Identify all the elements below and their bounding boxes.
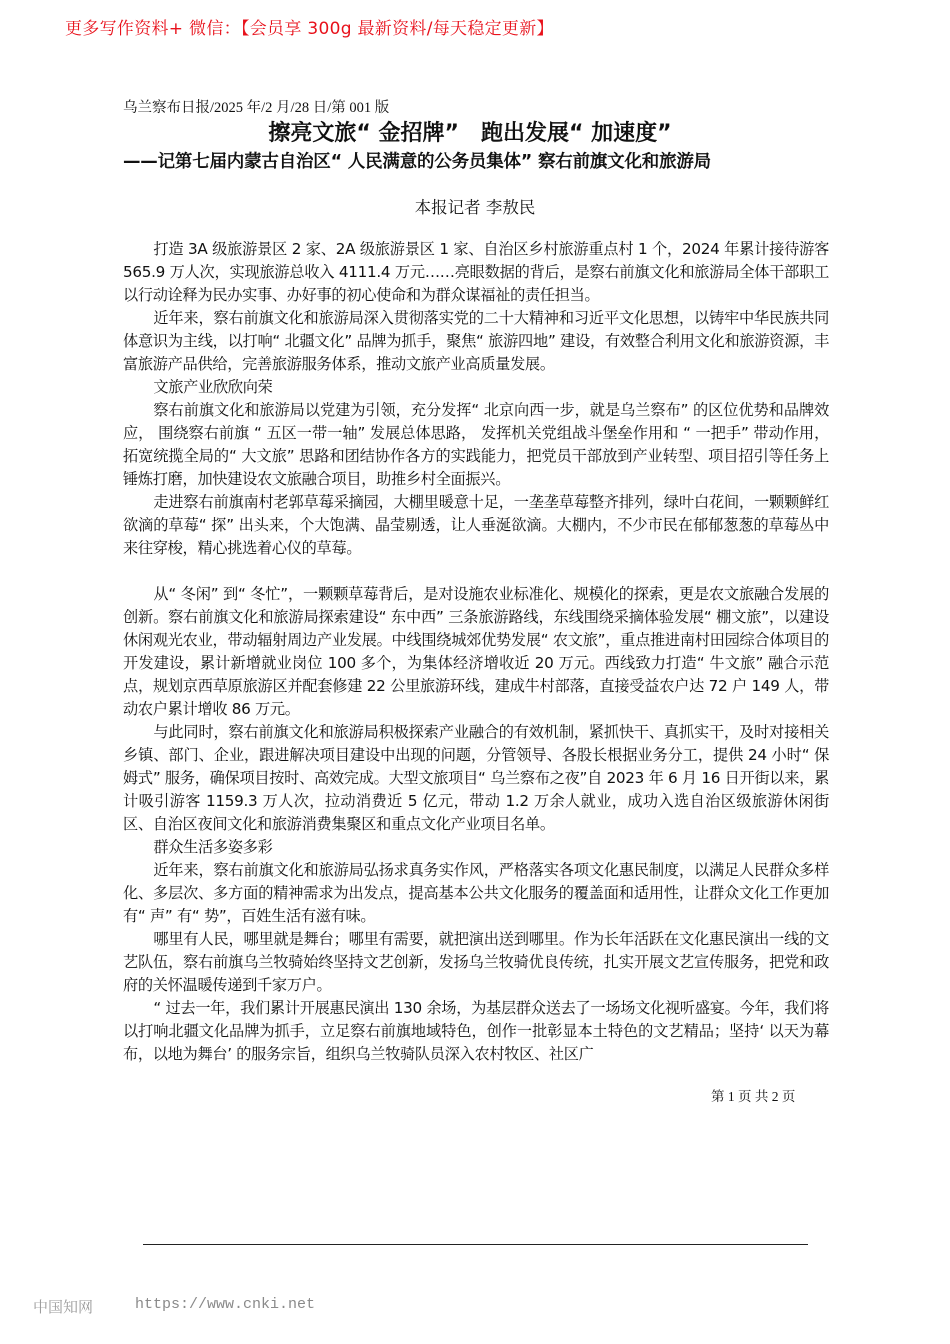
cnki-logo-text: 中国知网: [33, 1298, 94, 1316]
paragraph: 近年来，察右前旗文化和旅游局深入贯彻落实党的二十大精神和习近平文化思想，以铸牢中华民族共同体意识为主线，以打响“ 北疆文化” 品牌为抓手，聚焦“ 旅游四地” 建设，有效整合利用文化和旅游资源，丰富旅游产品供给，完善旅游服务体系，推动文旅产业高质量发展。: [123, 309, 829, 373]
paragraph: 从“ 冬闲” 到“ 冬忙”，一颗颗草莓背后，是对设施农业标准化、规模化的探索，更是农文旅融合发展的创新。察右前旗文化和旅游局探索建设“ 东中西” 三条旅游路线，东线围绕采摘体验发展“ 棚文旅”，以建设休闲观光农业，带动辐射周边产业发展。中线围绕城郊优势发展“ 农文旅”，重点推进南村田园综合体项目的开发建设，累计新增就业岗位 100 多个，为集体经济增收近 20 万元。西线致力打造“ 牛文旅” 融合示范点，规划京西草原旅游区并配套修建 22 公里旅游环线，建成牛村部落，直接受益农户达 72 户 149 人，带动农户累计增收 86 万元。: [123, 585, 829, 718]
source-line: 乌兰察布日报/2025 年/2 月/28 日/第 001 版: [123, 100, 390, 116]
section-heading: 文旅产业欣欣向荣: [153, 378, 273, 396]
promo-banner: 更多写作资料+ 微信：【会员享 300g 最新资料/每天稳定更新】: [65, 19, 554, 39]
paragraph: 哪里有人民，哪里就是舞台；哪里有需要，就把演出送到哪里。作为长年活跃在文化惠民演出一线的文艺队伍，察右前旗乌兰牧骑始终坚持文艺创新，发扬乌兰牧骑优良传统，扎实开展文艺宣传服务，把党和政府的关怀温暖传递到千家万户。: [123, 930, 829, 994]
article-title: [0, 116, 950, 147]
paragraph: 与此同时，察右前旗文化和旅游局积极探索产业融合的有效机制，紧抓快干、真抓实干，及时对接相关乡镇、部门、企业，跟进解决项目建设中出现的问题，分管领导、各股长根据业务分工，提供 24 小时“ 保姆式” 服务，确保项目按时、高效完成。大型文旅项目“ 乌兰察布之夜”自 2023 年 6 月 16 日开街以来，累计吸引游客 1159.3 万人次，拉动消费近 5 亿元，带动 1.2 万余人就业，成功入选自治区级旅游休闲街区、自治区夜间文化和旅游消费集聚区和重点文化产业项目名单。: [123, 723, 829, 833]
paragraph: 走进察右前旗南村老郭草莓采摘园，大棚里暖意十足，一垄垄草莓整齐排列，绿叶白花间，一颗颗鲜红欲滴的草莓“ 探” 出头来，个大饱满、晶莹剔透，让人垂涎欲滴。大棚内，不少市民在郁郁葱葱的草莓丛中来往穿梭，精心挑选着心仪的草莓。: [123, 493, 829, 557]
paragraph: 察右前旗文化和旅游局以党建为引领，充分发挥“ 北京向西一步，就是乌兰察布” 的区位优势和品牌效应， 围绕察右前旗 “ 五区一带一轴” 发展总体思路， 发挥机关党组战斗堡垒作用和 “ 一把手” 带动作用，拓宽统揽全局的“ 大文旅” 思路和团结协作各方的实践能力，把党员干部放到产业转型、项目招引等任务上锤炼打磨，加快建设农文旅融合项目，助推乡村全面振兴。: [123, 401, 829, 488]
article-subtitle: ——记第七届内蒙古自治区“ 人民满意的公务员集体” 察右前旗文化和旅游局: [123, 152, 711, 172]
paragraph: 近年来，察右前旗文化和旅游局弘扬求真务实作风，严格落实各项文化惠民制度，以满足人民群众多样化、多层次、多方面的精神需求为出发点，提高基本公共文化服务的覆盖面和适用性，让群众文化工作更加有“ 声” 有“ 势”，百姓生活有滋有味。: [123, 861, 829, 925]
byline: 本报记者 李敖民: [414, 198, 536, 217]
article-title-text: 擦亮文旅“ 金招牌” 跑出发展“ 加速度”: [268, 121, 672, 146]
article-body: [123, 238, 829, 1066]
cnki-url-link[interactable]: https://www.cnki.net: [135, 1296, 316, 1313]
page-indicator: 第 1 页 共 2 页: [711, 1089, 796, 1104]
paragraph: “ 过去一年，我们累计开展惠民演出 130 余场，为基层群众送去了一场场文化视听盛宴。今年，我们将以打响北疆文化品牌为抓手，立足察右前旗地域特色，创作一批彰显本土特色的文艺精品；坚持‘ 以天为幕布，以地为舞台’ 的服务宗旨，组织乌兰牧骑队员深入农村牧区、社区广: [123, 999, 829, 1063]
footer-divider: [143, 1244, 808, 1245]
paragraph: 打造 3A 级旅游景区 2 家、2A 级旅游景区 1 家、自治区乡村旅游重点村 1 个，2024 年累计接待游客 565.9 万人次，实现旅游总收入 4111.4 万元……亮眼数据的背后，是察右前旗文化和旅游局全体干部职工以行动诠释为民办实事、办好事的初心使命和为群众谋福祉的责任担当。: [123, 240, 829, 304]
section-heading: 群众生活多姿多彩: [153, 838, 273, 856]
